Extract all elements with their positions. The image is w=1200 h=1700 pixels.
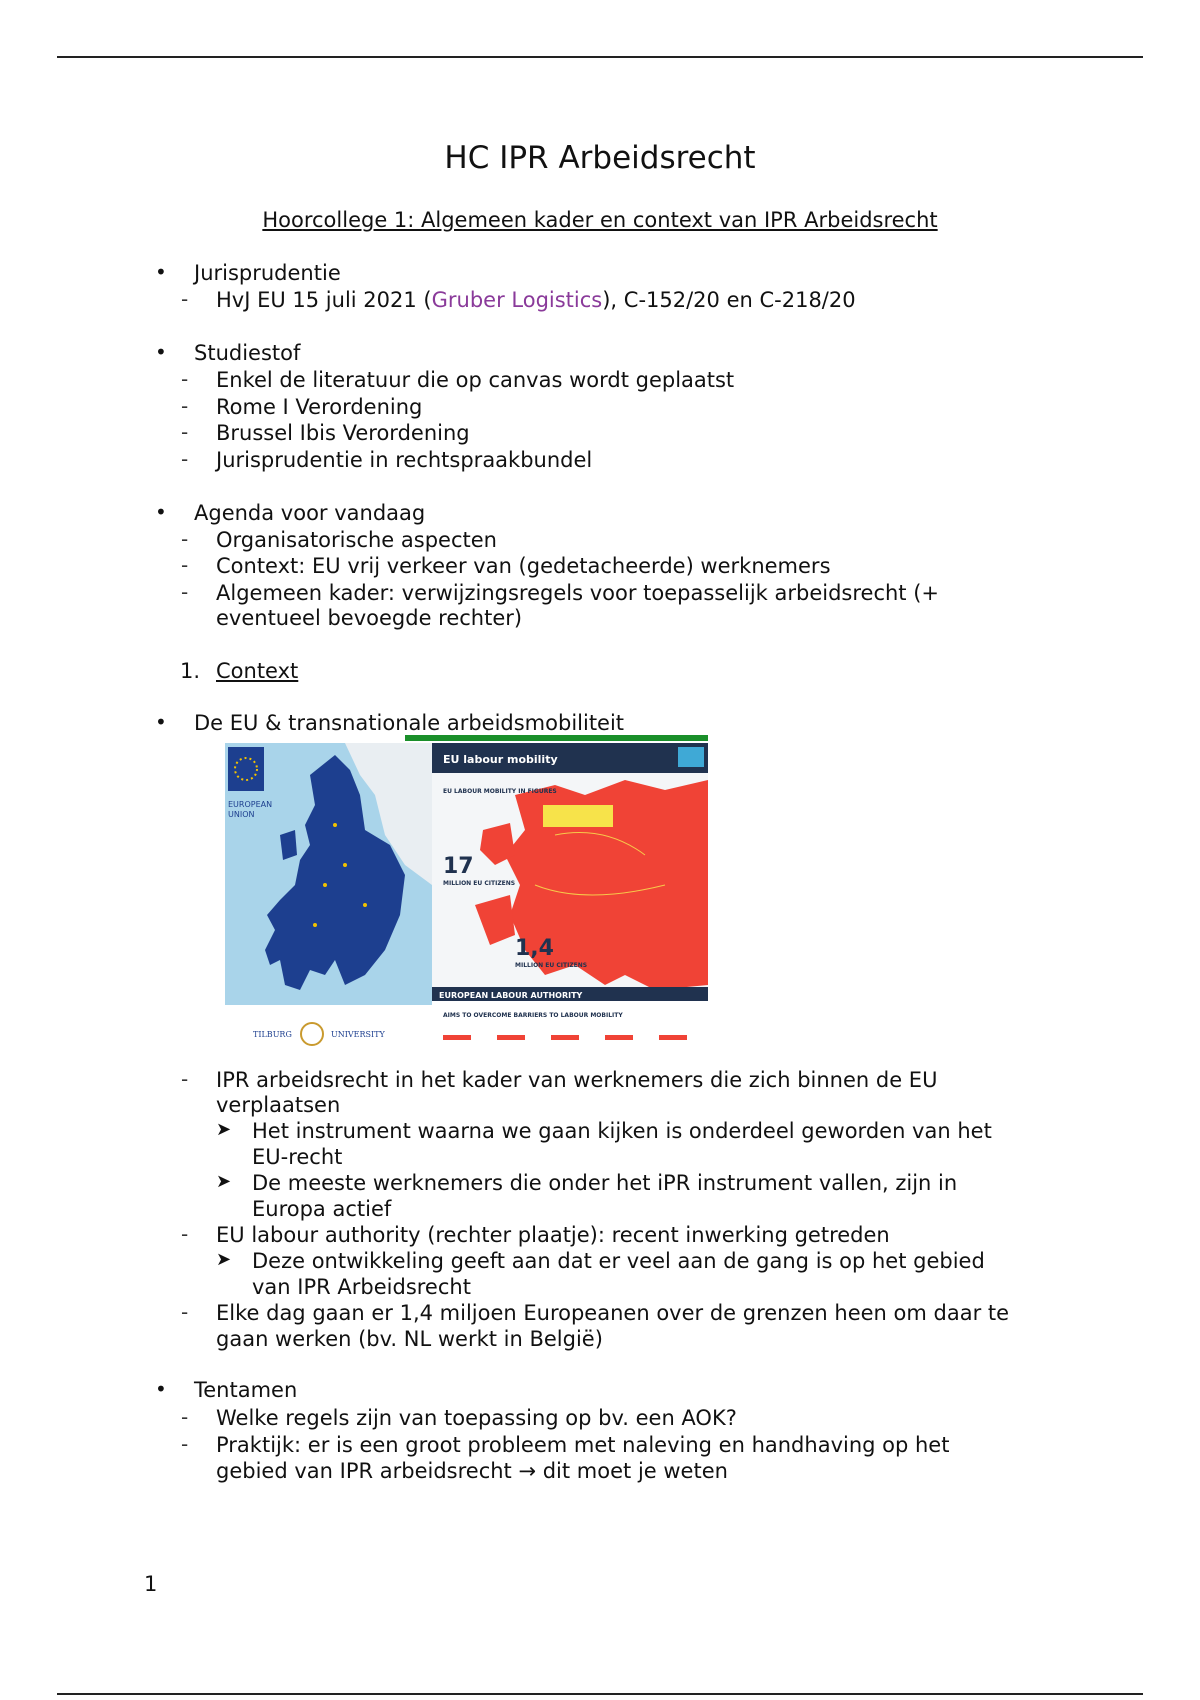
stat-17: 17 (443, 854, 474, 879)
sub-item-continuation: van IPR Arbeidsrecht (252, 1275, 471, 1299)
sub-item-continuation: EU-recht (252, 1145, 343, 1169)
list-item: Jurisprudentie in rechtspraakbundel (216, 448, 593, 472)
page-number: 1 (144, 1572, 158, 1596)
ela-banner: EUROPEAN LABOUR AUTHORITY (439, 991, 583, 1000)
infographic-header: EU labour mobility (443, 753, 558, 766)
section-heading-studiestof: Studiestof (194, 341, 301, 365)
sub-item: De meeste werknemers die onder het iPR instrument vallen, zijn in (252, 1171, 958, 1195)
dash-icon: - (181, 1300, 189, 1324)
dash-icon: - (181, 367, 189, 391)
eu-map-illustration (225, 735, 708, 1055)
numbered-heading-number: 1. (180, 659, 201, 683)
arrowhead-bullet-icon: ➤ (216, 1249, 232, 1270)
city-dot (363, 903, 367, 907)
uk-ireland-shape (280, 830, 297, 860)
list-item: Welke regels zijn van toepassing op bv. een AOK? (216, 1406, 737, 1430)
list-item: Elke dag gaan er 1,4 miljoen Europeanen over de grenzen heen om daar te (216, 1301, 1010, 1325)
case-text-post: ), C-152/20 en C-218/20 (602, 288, 856, 312)
list-item: Enkel de literatuur die op canvas wordt geplaatst (216, 368, 735, 392)
case-text-pre: HvJ EU 15 juli 2021 ( (216, 288, 432, 312)
list-item: Context: EU vrij verkeer van (gedetacheerde) werknemers (216, 554, 831, 578)
section-heading-agenda: Agenda voor vandaag (194, 501, 426, 525)
eu-label-line1: EUROPEAN (228, 800, 273, 809)
list-item-continuation: gaan werken (bv. NL werkt in België) (216, 1327, 603, 1351)
list-item: EU labour authority (rechter plaatje): recent inwerking getreden (216, 1223, 890, 1247)
city-dot (333, 823, 337, 827)
document-title: HC IPR Arbeidsrecht (444, 140, 756, 176)
dash-icon: - (181, 1405, 189, 1429)
case-link-gruber[interactable]: Gruber Logistics (431, 288, 603, 312)
bullet-icon: • (155, 500, 167, 524)
case-reference (216, 287, 856, 313)
list-item-continuation: gebied van IPR arbeidsrecht → dit moet je weten (216, 1459, 728, 1483)
list-item: IPR arbeidsrecht in het kader van werknemers die zich binnen de EU (216, 1068, 938, 1092)
bottom-rule (57, 1693, 1143, 1695)
dash-icon: - (181, 553, 189, 577)
dash-icon: - (181, 1222, 189, 1246)
green-bar (405, 735, 708, 741)
city-dot (313, 923, 317, 927)
eu-flag-icon (228, 747, 264, 791)
dash-icon: - (181, 527, 189, 551)
mobility-label: EU LABOUR MOBILITY IN FIGURES (443, 788, 557, 795)
stat-17-caption: MILLION EU CITIZENS (443, 880, 516, 887)
arrowhead-bullet-icon: ➤ (216, 1119, 232, 1140)
infographic-footer (432, 1001, 708, 1055)
bullet-icon: • (155, 340, 167, 364)
section-heading-tentamen: Tentamen (194, 1378, 298, 1402)
numbered-heading-context: Context (216, 659, 299, 683)
bullet-icon: • (155, 260, 167, 284)
dash-icon: - (181, 447, 189, 471)
bullet-icon: • (155, 1377, 167, 1401)
sub-item: Deze ontwikkeling geeft aan dat er veel aan de gang is op het gebied (252, 1249, 985, 1273)
city-dot (343, 863, 347, 867)
stat-1-4-caption: MILLION EU CITIZENS (515, 962, 588, 969)
footer-marker (659, 1035, 687, 1040)
dash-icon: - (181, 420, 189, 444)
sub-item-continuation: Europa actief (252, 1197, 392, 1221)
stat-1-4: 1,4 (515, 936, 554, 961)
university-name-right: UNIVERSITY (331, 1030, 385, 1039)
eu-labour-mobility-figure (225, 735, 708, 1055)
bullet-icon: • (155, 710, 167, 734)
list-item-continuation: eventueel bevoegde rechter) (216, 606, 523, 630)
callout-box (543, 805, 613, 827)
header-accent (678, 747, 704, 767)
footer-marker (497, 1035, 525, 1040)
list-item-continuation: verplaatsen (216, 1093, 341, 1117)
eu-label-line2: UNION (228, 810, 255, 819)
list-item: Brussel Ibis Verordening (216, 421, 470, 445)
university-name-left: TILBURG (253, 1030, 292, 1039)
footer-marker (443, 1035, 471, 1040)
list-item: Rome I Verordening (216, 395, 423, 419)
dash-icon: - (181, 394, 189, 418)
footer-marker (551, 1035, 579, 1040)
section-heading-jurisprudentie: Jurisprudentie (194, 261, 341, 285)
section-heading-mobility: De EU & transnationale arbeidsmobiliteit (194, 711, 625, 735)
list-item: Organisatorische aspecten (216, 528, 497, 552)
dash-icon: - (181, 1432, 189, 1456)
dash-icon: - (181, 580, 189, 604)
city-dot (323, 883, 327, 887)
footer-marker (605, 1035, 633, 1040)
top-rule (57, 56, 1143, 58)
aims-text: AIMS TO OVERCOME BARRIERS TO LABOUR MOBILITY (443, 1012, 623, 1019)
arrowhead-bullet-icon: ➤ (216, 1171, 232, 1192)
lecture-subtitle: Hoorcollege 1: Algemeen kader en context van IPR Arbeidsrecht (262, 208, 938, 232)
dash-icon: - (181, 287, 189, 311)
dash-icon: - (181, 1067, 189, 1091)
sub-item: Het instrument waarna we gaan kijken is onderdeel geworden van het (252, 1119, 992, 1143)
list-item: Algemeen kader: verwijzingsregels voor toepasselijk arbeidsrecht (+ (216, 581, 939, 605)
list-item: Praktijk: er is een groot probleem met naleving en handhaving op het (216, 1433, 950, 1457)
